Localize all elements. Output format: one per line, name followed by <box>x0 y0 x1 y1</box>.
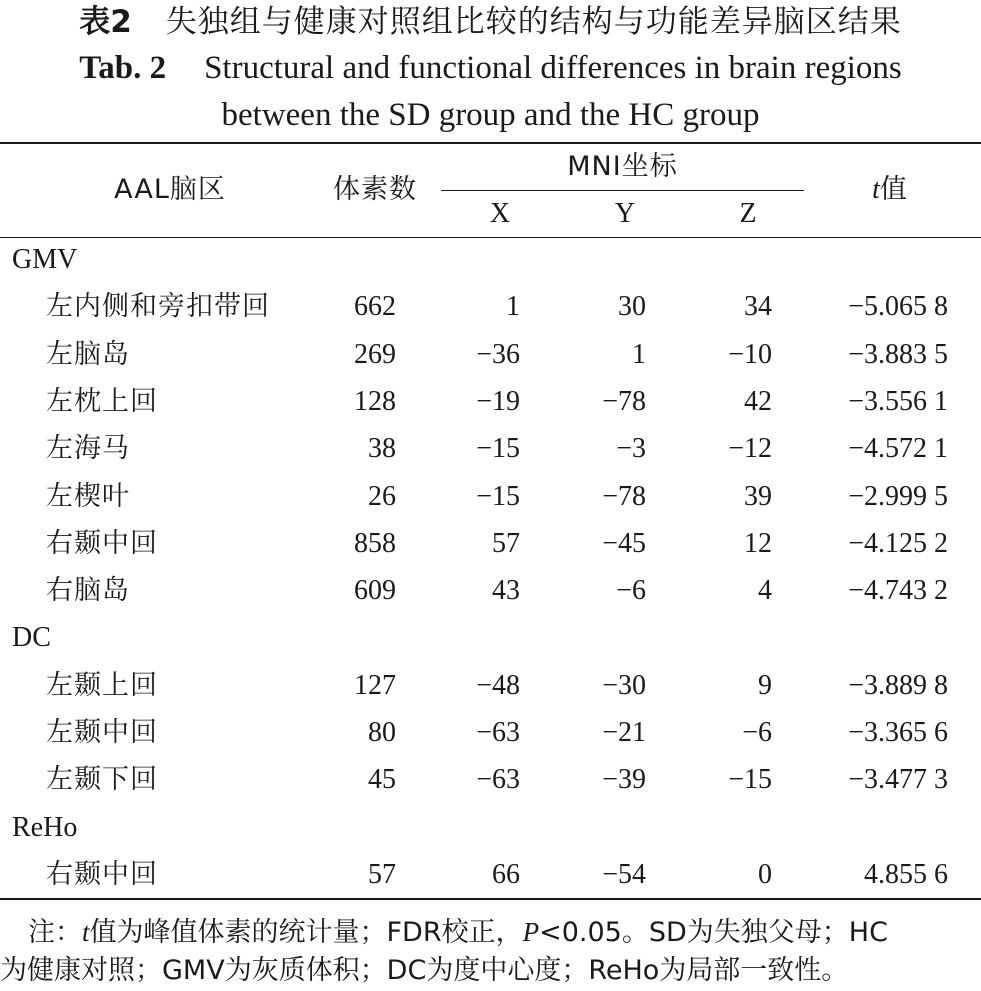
row-region: 右颞中回 <box>46 527 158 559</box>
row-region: 左颞下回 <box>46 764 158 796</box>
row-z: −12 <box>728 433 772 465</box>
row-region: 左楔叶 <box>46 480 130 512</box>
section-label: ReHo <box>12 811 78 843</box>
row-voxels: 127 <box>354 669 396 701</box>
header-mni: MNI坐标 <box>567 151 678 182</box>
header-rule <box>0 237 981 238</box>
row-voxels: 57 <box>368 858 396 890</box>
row-t: −3.889 8 <box>848 669 948 701</box>
bottom-rule <box>0 898 981 900</box>
row-x: −63 <box>476 717 520 748</box>
row-voxels: 80 <box>368 717 396 748</box>
header-y: Y <box>614 198 636 229</box>
table-label-en: Tab. 2 <box>79 50 167 86</box>
row-t: −3.556 1 <box>848 385 948 417</box>
row-z: 0 <box>758 858 772 890</box>
row-t: −5.065 8 <box>848 291 948 323</box>
table-note-line2: 为健康对照；GMV为灰质体积；DC为度中心度；ReHo为局部一致性。 <box>0 955 849 986</box>
header-t-italic: t <box>872 174 880 205</box>
row-t: −3.365 6 <box>848 717 948 748</box>
row-region: 右脑岛 <box>46 575 130 607</box>
row-z: 39 <box>744 480 772 512</box>
table-title-en <box>0 46 981 90</box>
row-voxels: 38 <box>368 433 396 465</box>
row-t: −2.999 5 <box>848 480 948 512</box>
row-y: −78 <box>602 480 646 512</box>
row-t: −3.883 5 <box>848 338 948 370</box>
header-t-suffix: 值 <box>879 174 908 205</box>
table-title-cn <box>0 2 981 42</box>
row-voxels: 609 <box>354 575 396 607</box>
row-x: 57 <box>492 527 520 559</box>
row-t: −4.743 2 <box>848 575 948 607</box>
row-region: 左内侧和旁扣带回 <box>46 291 270 323</box>
row-y: −54 <box>602 858 646 890</box>
row-y: −30 <box>602 669 646 701</box>
header-x: X <box>489 198 511 229</box>
row-x: 66 <box>492 858 520 890</box>
row-t: −4.572 1 <box>848 433 948 465</box>
table-label-cn: 表2 <box>79 4 132 40</box>
row-voxels: 269 <box>354 338 396 370</box>
section-label: DC <box>12 622 51 654</box>
row-x: 1 <box>506 291 520 323</box>
row-voxels: 26 <box>368 480 396 512</box>
header-region: AAL脑区 <box>114 174 226 205</box>
header-voxels: 体素数 <box>333 174 417 205</box>
row-x: 43 <box>492 575 520 607</box>
row-t: 4.855 6 <box>864 858 948 890</box>
row-region: 右颞中回 <box>46 858 158 890</box>
row-voxels: 45 <box>368 764 396 796</box>
row-y: −21 <box>602 717 646 748</box>
mni-underline <box>441 190 804 191</box>
row-t: −4.125 2 <box>848 527 948 559</box>
table-caption-en-line1: Structural and functional differences in brain regions <box>204 50 902 86</box>
row-x: −19 <box>476 385 520 417</box>
table-caption-en-line2: between the SD group and the HC group <box>221 97 760 133</box>
row-region: 左海马 <box>46 433 130 465</box>
row-voxels: 858 <box>354 527 396 559</box>
header-t <box>820 170 960 210</box>
row-x: −63 <box>476 764 520 796</box>
row-t: −3.477 3 <box>848 764 948 796</box>
row-voxels: 128 <box>354 385 396 417</box>
row-region: 左枕上回 <box>46 385 158 417</box>
note-p-italic: P <box>522 917 540 947</box>
note-t-italic: t <box>82 917 90 947</box>
header-z: Z <box>739 198 757 229</box>
row-voxels: 662 <box>354 291 396 323</box>
table-note-line1 <box>0 912 981 952</box>
row-y: 30 <box>618 291 646 323</box>
table-caption-cn: 失独组与健康对照组比较的结构与功能差异脑区结果 <box>165 4 902 40</box>
row-z: −10 <box>728 338 772 370</box>
row-region: 左脑岛 <box>46 338 130 370</box>
row-y: −45 <box>602 527 646 559</box>
note-prefix: 注： <box>28 917 82 948</box>
row-region: 左颞上回 <box>46 669 158 701</box>
note-line1-b: <0.05。SD为失独父母；HC <box>539 917 888 948</box>
row-y: −39 <box>602 764 646 796</box>
row-z: 12 <box>744 527 772 559</box>
row-z: −6 <box>742 717 772 748</box>
row-y: −3 <box>616 433 646 465</box>
row-z: −15 <box>728 764 772 796</box>
row-x: −36 <box>476 338 520 370</box>
row-x: −15 <box>476 433 520 465</box>
row-x: −48 <box>476 669 520 701</box>
section-label: GMV <box>12 244 78 275</box>
row-z: 34 <box>744 291 772 323</box>
row-x: −15 <box>476 480 520 512</box>
row-z: 4 <box>758 575 772 607</box>
row-region: 左颞中回 <box>46 717 158 748</box>
row-y: −78 <box>602 385 646 417</box>
row-z: 42 <box>744 385 772 417</box>
row-z: 9 <box>758 669 772 701</box>
top-rule <box>0 142 981 144</box>
note-line1-a: 值为峰值体素的统计量；FDR校正， <box>89 917 523 948</box>
row-y: −6 <box>616 575 646 607</box>
row-y: 1 <box>632 338 646 370</box>
